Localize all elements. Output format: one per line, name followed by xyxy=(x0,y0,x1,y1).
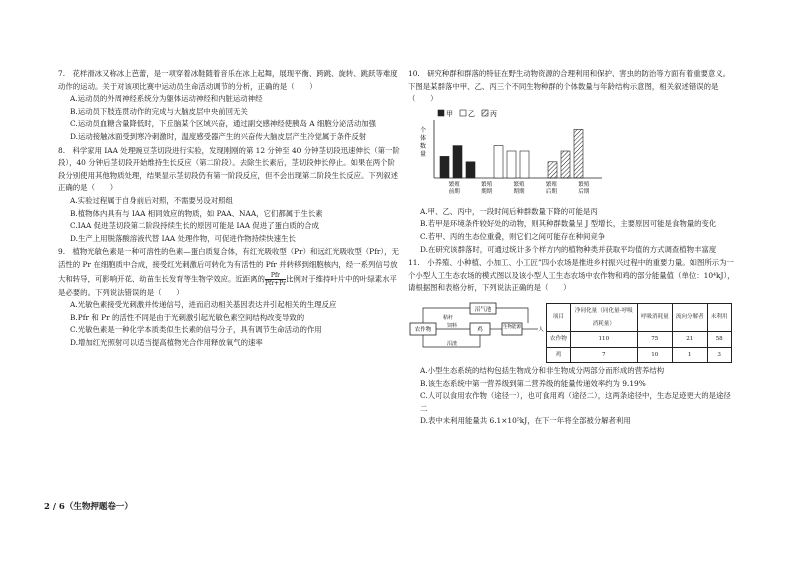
straw-label: 秸秆 xyxy=(442,314,454,321)
q11-option-d: D.表中未利用能量共 6.1×10⁵kJ，在下一年将全部被分解者利用 xyxy=(420,416,631,426)
q9-stem-part-a: 9. 植物光敏色素是一种可溶性的色素—蛋白质复合体，有红光吸收型（Pr）和远红光吸收型（Pfr），无活性的 Pr 在细胞质中合成，接受红光刺激后可转化为有活性的 Pfr 并转移到细胞核内，经一系列信号放大和转导，可影响开花、幼苗生长发育等生物学效应。近距离的 xyxy=(58,247,399,283)
energy-table xyxy=(546,303,732,363)
q11-option-b: B.该生态系统中第一营养级到第二营养级的能量传递效率约为 9.19% xyxy=(420,378,646,388)
q8-option-c: C.IAA 促进茎切段第二阶段持续生长的原因可能是 IAA 促进了蛋白质的合成 xyxy=(70,221,319,231)
table-header: 未利用 xyxy=(707,303,731,331)
q7-option-b: B.运动员下肢连贯动作的完成与大脑皮层中央前回无关 xyxy=(70,106,248,116)
table-cell: 21 xyxy=(672,332,707,348)
q9-frac-num: Pfr xyxy=(265,272,286,280)
q7-option-a: A.运动员的外周神经系统分为躯体运动神经和内脏运动神经 xyxy=(70,94,263,104)
legend-entry: 甲 xyxy=(446,109,453,118)
bar xyxy=(453,145,462,177)
legend-swatch xyxy=(482,110,488,116)
q10-option-b: B.若甲是环境条件较好处的动物，则其种群数量呈 J 型增长，主要原因可能是食物量的变化 xyxy=(420,219,717,229)
q10-option-c: C.若甲、丙的生态位重叠，则它们之间可能存在种间竞争 xyxy=(420,231,606,241)
question-8 xyxy=(58,145,400,246)
q8-option-d: D.生产上用脱落酸溶液代替 IAA 处理作物，可促进作物持续快速生长 xyxy=(70,233,296,243)
table-header: 项目 xyxy=(547,303,571,331)
right-column xyxy=(408,68,736,428)
legend-entry: 丙 xyxy=(490,109,497,118)
q7-option-c: C.运动员血糖含量降低时，下丘脑某个区域兴奋，通过副交感神经使胰岛 A 细胞分泌活动加强 xyxy=(70,119,377,129)
q9-fraction xyxy=(265,272,286,287)
people-label: 人 xyxy=(538,326,544,333)
q11-stem: 11. 小养殖、小种植、小加工、小工匠”四小农场是推进乡村振兴过程中的重要力量。如图所示为一个小型人工生态农场的模式图以及该小型人工生态农场中农作物和鸡的部分能量值（单位：10⁴kJ），请根据图和表格分析，下列说法正确的是（ ） xyxy=(408,258,735,293)
q8-option-a: A.实验过程属于自身前后对照，不需要另设对照组 xyxy=(70,195,233,205)
q9-option-a: A.光敏色素接受光刺激并传递信号，进而启动相关基因表达并引起相关的生理反应 xyxy=(70,300,337,310)
table-header: 净同化量（同化量-呼吸消耗量） xyxy=(570,303,637,331)
table-cell: 58 xyxy=(707,332,731,348)
q8-stem: 8. 科学家用 IAA 处理豌豆茎切段进行实验，发现刚刚的第 12 分钟至 40 分钟茎切段迅速伸长（第一阶段），40 分钟后茎切段开始维持生长反应（第二阶段）。去除生长素后，茎切段伸长停止。如果在两个阶段分别使用其他物质处理，结果显示茎切段仍有第一阶段反应，但不会出现第二阶段生长反应。下列叙述正确的是（ ） xyxy=(58,145,400,193)
page-footer: 2 / 6（生物押题卷一） xyxy=(44,502,133,512)
x-tick-label: 繁殖 xyxy=(545,181,557,188)
q9-frac-den: Pfr+Pr xyxy=(264,279,287,287)
table-cell: 鸡 xyxy=(547,347,571,363)
bar xyxy=(574,129,583,178)
bar xyxy=(440,156,449,178)
table-header-row xyxy=(547,303,732,331)
table-cell: 75 xyxy=(637,332,672,348)
question-9 xyxy=(58,246,400,349)
q10-option-d: D.在研究该群落时，可通过统计多个样方内的植物种类并获取平均值的方式调查植物丰富度 xyxy=(420,244,717,254)
x-tick-label: 繁殖 xyxy=(481,181,493,188)
x-tick-label: 后期 xyxy=(578,188,590,195)
feed-label: 饲料 xyxy=(446,322,458,329)
x-tick-label: 期期 xyxy=(481,188,493,195)
q9-option-d: D.增加红光照射可以适当提高植物光合作用释放氧气的速率 xyxy=(70,337,263,347)
q9-stem-part-b: 比例对于维持叶片中的叶绿素水平是必要的。下列说法错误的是（ ） xyxy=(58,274,397,297)
question-11 xyxy=(408,257,736,428)
y-axis-label: 数 xyxy=(419,142,427,150)
legend-swatch xyxy=(438,110,444,116)
x-tick-label: 繁殖 xyxy=(578,181,590,188)
bar xyxy=(494,145,503,177)
x-tick-label: 繁殖 xyxy=(513,181,525,188)
population-bar-chart xyxy=(416,108,606,204)
table-cell: 7 xyxy=(570,347,637,363)
x-tick-label: 繁殖 xyxy=(448,181,460,188)
products-label: 生物能源 xyxy=(503,324,521,330)
table-row xyxy=(547,347,732,363)
farm-diagram xyxy=(408,299,738,359)
q7-stem: 7. 花样滑冰又称冰上芭蕾，是一项穿着冰鞋随着音乐在冰上起舞，展现平衡、跨跳、旋转、跳跃等难度动作的运动。关于对该项比赛中运动员生命活动调节的分析，正确的是（ ） xyxy=(58,69,398,91)
bar xyxy=(548,162,557,178)
dregs-label: 沼渣 xyxy=(446,340,458,347)
question-7 xyxy=(58,68,400,144)
legend-entry: 乙 xyxy=(468,109,475,118)
q11-option-a: A.小型生态系统的结构包括生物成分和非生物成分两部分而形成的营养结构 xyxy=(420,365,665,375)
table-cell: 10 xyxy=(637,347,672,363)
bar xyxy=(520,151,529,178)
x-tick-label: 前期 xyxy=(448,188,460,195)
legend-swatch xyxy=(460,110,466,116)
q11-option-c: C.人可以食用农作物（途径一），也可食用鸡（途径二），这两条途径中，生态足迹更大的是途径二 xyxy=(420,391,731,413)
y-axis-label: 个 xyxy=(419,126,427,134)
question-10 xyxy=(408,68,736,256)
q10-option-a: A.甲、乙、丙中，一段时间后种群数量下降的可能是丙 xyxy=(420,206,598,216)
x-tick-label: 后期 xyxy=(545,188,557,195)
x-tick-label: 期期 xyxy=(513,188,525,195)
table-cell: 农作物 xyxy=(547,332,571,348)
bar xyxy=(561,151,570,178)
table-cell: 3 xyxy=(707,347,731,363)
farm-flow-svg xyxy=(408,299,544,359)
y-axis-label: 量 xyxy=(419,150,427,158)
q9-option-c: C.光敏色素是一种化学本质类似生长素的信号分子，具有调节生命活动的作用 xyxy=(70,325,322,335)
y-axis-label: 体 xyxy=(419,134,427,142)
arrow-biogas-out xyxy=(496,308,528,323)
table-header: 呼吸消耗量 xyxy=(637,303,672,331)
table-row xyxy=(547,332,732,348)
table-header: 流向分解者 xyxy=(672,303,707,331)
chicken-label: 鸡 xyxy=(477,326,483,333)
left-column xyxy=(58,68,400,349)
q9-stem xyxy=(58,246,400,299)
bar xyxy=(507,151,516,178)
q10-stem: 10. 研究种群和群落的特征在野生动物资源的合理利用和保护、害虫的防治等方面有着重要意义。下图是某群落中甲、乙、丙三个不同生物种群的个体数量与年龄结构示意图，相关叙述错误的是（ ） xyxy=(408,69,731,104)
bar xyxy=(466,162,475,178)
table-cell: 110 xyxy=(570,332,637,348)
table-cell: 1 xyxy=(672,347,707,363)
q7-option-d: D.运动接触冰面受到寒冷刺激时，温度感受器产生的兴奋传大脑皮层产生冷觉属于条件反射 xyxy=(70,131,367,141)
biogas-label: 沼气池 xyxy=(474,306,492,313)
chart-svg xyxy=(416,108,606,204)
q8-option-b: B.植物体内具有与 IAA 相同效应的物质，如 PAA、NAA，它们都属于生长素 xyxy=(70,208,323,218)
q9-option-b: B.Pfr 和 Pr 的活性不同是由于光刺激引起光敏色素空间结构改变导致的 xyxy=(70,312,305,322)
crops-label: 农作物 xyxy=(414,326,432,333)
